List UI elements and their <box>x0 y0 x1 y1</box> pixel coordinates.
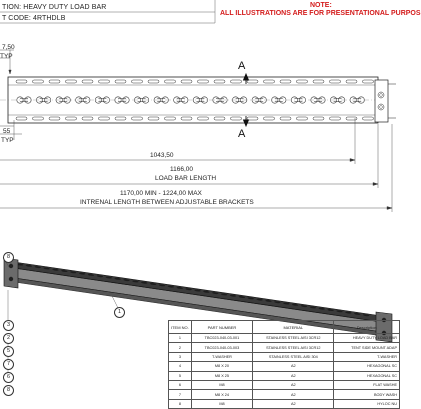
table-cell: STAINLESS STEEL AISI 304 <box>253 352 334 361</box>
table-cell: 8 <box>169 399 192 408</box>
table-cell: M8 X 25 <box>191 371 252 380</box>
table-row <box>169 380 400 389</box>
table-cell: HEXAGONAL SC <box>334 362 400 371</box>
table-cell: TENT SIDE MOUNT ADAP <box>334 343 400 352</box>
item-balloon-7: 7 <box>3 359 14 370</box>
item-balloon-8-top: 8 <box>3 252 14 263</box>
section-label-top: A <box>238 60 246 72</box>
table-cell: TBC023-040-03-003 <box>191 343 252 352</box>
table-row <box>169 334 400 343</box>
table-cell: A2 <box>253 399 334 408</box>
table-row <box>169 371 400 380</box>
table-cell: 6 <box>169 380 192 389</box>
table-cell: HYLOC NU <box>334 399 400 408</box>
table-cell: M8 X 20 <box>191 362 252 371</box>
table-row <box>169 390 400 399</box>
table-cell: M8 <box>191 399 252 408</box>
dim-side-typ: TYP <box>1 137 14 144</box>
dim-range-label: INTRENAL LENGTH BETWEEN ADJUSTABLE BRACKETS <box>80 199 254 206</box>
table-cell: M8 <box>191 380 252 389</box>
drawing-description: TION: HEAVY DUTY LOAD BAR <box>2 4 107 11</box>
dim-hole-span: 1043,50 <box>150 152 174 159</box>
table-row <box>169 362 400 371</box>
table-cell: M8 X 24 <box>191 390 252 399</box>
table-cell: A2 <box>253 390 334 399</box>
item-balloon-6: 6 <box>3 372 14 383</box>
item-balloon-3: 3 <box>3 320 14 331</box>
dim-length: 1166,00 <box>170 166 194 173</box>
dim-length-label: LOAD BAR LENGTH <box>155 175 217 182</box>
section-label-bottom: A <box>238 128 246 140</box>
table-cell: STAINLESS STEEL AISI 3CR12 <box>253 343 334 352</box>
dim-range: 1170,00 MIN - 1224,00 MAX <box>120 190 202 197</box>
table-cell: T-WASHER <box>191 352 252 361</box>
bom-header-row <box>169 321 400 334</box>
table-cell: HEXAGONAL SC <box>334 371 400 380</box>
bom-col-part: PART NUMBER <box>191 321 252 334</box>
dim-top-value: 7,50 <box>2 44 15 51</box>
dim-side-value: 55 <box>3 128 11 135</box>
table-cell: 5 <box>169 371 192 380</box>
load-bar-top-view <box>0 77 396 123</box>
table-cell: 1 <box>169 334 192 343</box>
dim-top-typ: TYP <box>0 53 13 60</box>
table-cell: TBC023-040-03-001 <box>191 334 252 343</box>
table-cell: A2 <box>253 371 334 380</box>
item-balloon-8: 8 <box>3 385 14 396</box>
bom-col-material: MATERIAL <box>253 321 334 334</box>
table-cell: A2 <box>253 362 334 371</box>
table-row <box>169 352 400 361</box>
bill-of-materials <box>168 320 400 409</box>
table-cell: T-WASHER <box>334 352 400 361</box>
note-heading: NOTE: <box>310 2 332 9</box>
length-dimensions <box>0 118 392 212</box>
note-text: ALL ILLUSTRATIONS ARE FOR PRESENTATIONAL PURPOS <box>220 10 421 17</box>
table-cell: FLAT WASHE <box>334 380 400 389</box>
table-cell: 4 <box>169 362 192 371</box>
table-cell: HEAVY DUTY LOAD BAR <box>334 334 400 343</box>
item-balloon-1: 1 <box>114 307 125 318</box>
item-balloon-5: 5 <box>3 346 14 357</box>
table-row <box>169 399 400 408</box>
bom-col-item: ITEM NO. <box>169 321 192 334</box>
table-row <box>169 343 400 352</box>
table-cell: A2 <box>253 380 334 389</box>
table-cell: 3 <box>169 352 192 361</box>
table-cell: 2 <box>169 343 192 352</box>
part-code: T CODE: 4RTHDLB <box>2 15 66 22</box>
item-balloon-2: 2 <box>3 333 14 344</box>
table-cell: 7 <box>169 390 192 399</box>
bom-col-description: Description <box>334 321 400 334</box>
table-cell: STAINLESS STEEL AISI 3CR12 <box>253 334 334 343</box>
table-cell: BODY WASH <box>334 390 400 399</box>
